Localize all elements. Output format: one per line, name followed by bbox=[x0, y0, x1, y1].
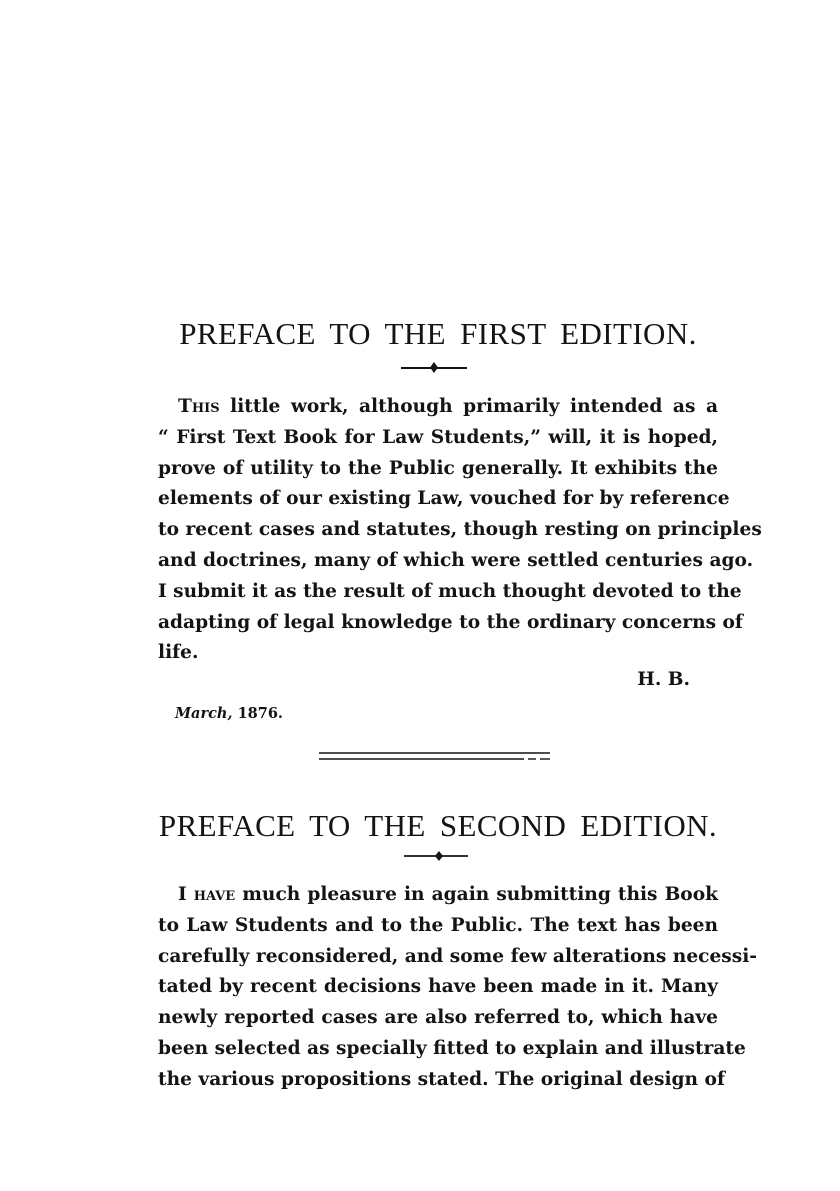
text-line: “ First Text Book for Law Students,” will, it is hoped, bbox=[158, 426, 718, 448]
text-line: newly reported cases are also referred to, which have bbox=[158, 1007, 718, 1029]
date-month: March, bbox=[175, 705, 233, 722]
rule-ornament-icon bbox=[400, 361, 468, 373]
text-line: I submit it as the result of much thought devoted to the bbox=[158, 580, 742, 602]
opening-word: I have bbox=[178, 884, 236, 905]
text-line: been selected as specially fitted to explain and illustrate bbox=[158, 1037, 746, 1059]
text-line: carefully reconsidered, and some few alterations necessi- bbox=[158, 945, 758, 967]
author-initials: H. B. bbox=[637, 669, 690, 690]
text-line: and doctrines, many of which were settled centuries ago. bbox=[158, 549, 754, 571]
second-edition-preface-text bbox=[158, 880, 758, 1096]
text-line: to Law Students and to the Public. The text has been bbox=[158, 914, 718, 936]
text-line: adapting of legal knowledge to the ordinary concerns of bbox=[158, 611, 743, 633]
text-line: I have much pleasure in again submitting this Book bbox=[178, 884, 718, 905]
text-line: to recent cases and statutes, though resting on principles bbox=[158, 519, 762, 541]
first-edition-preface-text bbox=[158, 392, 762, 669]
preface-date bbox=[175, 702, 283, 726]
first-edition-preface-title: PREFACE TO THE FIRST EDITION. bbox=[179, 316, 697, 351]
rule-ornament-icon bbox=[403, 850, 469, 862]
text-line: This little work, although primarily intended as a bbox=[178, 396, 718, 417]
second-edition-preface-title: PREFACE TO THE SECOND EDITION. bbox=[158, 808, 718, 843]
section-divider bbox=[318, 751, 554, 761]
text-line: life. bbox=[158, 642, 199, 664]
text-line: tated by recent decisions have been made in it. Many bbox=[158, 976, 718, 998]
text-line: the various propositions stated. The original design of bbox=[158, 1068, 725, 1090]
text-line: prove of utility to the Public generally. It exhibits the bbox=[158, 457, 718, 479]
opening-word: This bbox=[178, 396, 220, 417]
text-line: elements of our existing Law, vouched for by reference bbox=[158, 488, 730, 510]
date-year: 1876. bbox=[237, 705, 283, 722]
